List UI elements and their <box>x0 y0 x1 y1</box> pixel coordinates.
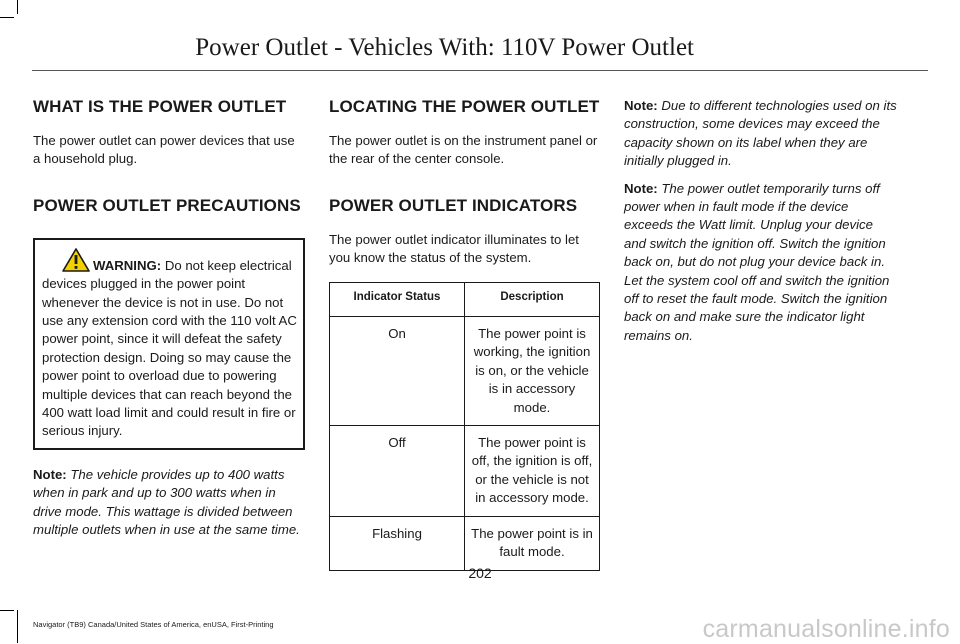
table-header-row <box>330 282 600 316</box>
note-text: The power outlet temporarily turns off power when in fault mode if the device exceeds the Watt limit. Unplug your device and switch the ignition off. Switch the ignition back on, but do not plug your device back in. Let the system cool off and switch the ignition off to reset the fault mode. Switch the ignition back on and make sure the indicator light remains on. <box>624 180 890 343</box>
warning-triangle-icon <box>62 248 90 272</box>
crop-mark-bottom-left-vertical <box>17 610 18 643</box>
indicator-status-table <box>329 282 600 571</box>
heading-what-is-power-outlet: WHAT IS THE POWER OUTLET <box>33 97 287 116</box>
table-cell-status: Off <box>330 426 465 517</box>
table-cell-status: Flashing <box>330 516 465 570</box>
paragraph-indicators: The power outlet indicator illuminates to let you know the status of the system. <box>329 231 579 266</box>
heading-indicators: POWER OUTLET INDICATORS <box>329 195 578 215</box>
crop-mark-bottom-left-horizontal <box>0 610 14 611</box>
table-cell-description: The power point is in fault mode. <box>465 516 600 570</box>
note-label: Note: <box>33 466 67 482</box>
heading-locating-power-outlet: LOCATING THE POWER OUTLET <box>329 97 600 116</box>
paragraph-what-is: The power outlet can power devices that use a household plug. <box>33 133 295 167</box>
page-header-title: Power Outlet - Vehicles With: 110V Power Outlet <box>195 34 694 61</box>
table-cell-status: On <box>330 317 465 426</box>
column-left <box>33 97 305 540</box>
table-row <box>330 317 600 426</box>
page-number: 202 <box>468 565 492 581</box>
table-row <box>330 516 600 570</box>
table-cell-description: The power point is off, the ignition is off, or the vehicle is not in accessory mode. <box>465 426 600 517</box>
note-text: Due to different technologies used on its construction, some devices may exceed the capacity shown on its label when they are initially plugged in. <box>624 98 897 169</box>
table-row <box>330 426 600 517</box>
warning-label: WARNING: <box>93 257 162 273</box>
crop-mark-top-left-vertical <box>17 0 18 14</box>
note-wattage <box>33 466 305 540</box>
table-header-status: Indicator Status <box>330 282 465 316</box>
table-cell-description: The power point is working, the ignition is on, or the vehicle is in accessory mode. <box>465 317 600 426</box>
table-header-description: Description <box>465 282 600 316</box>
note-fault-mode <box>624 180 898 346</box>
note-label: Note: <box>624 98 658 113</box>
warning-text: Do not keep electrical devices plugged in the power point whenever the device is not in use. Do not use any extension cord with the 110 volt AC power point, since it will defeat the safety protection design. Doing so may cause the power point to overload due to powering multiple devices that can reach beyond the 400 watt load limit and could result in fire or serious injury. <box>42 257 297 439</box>
note-text: The vehicle provides up to 400 watts when in park and up to 300 watts when in drive mode. This wattage is divided between multiple outlets when in use at the same time. <box>33 466 300 538</box>
heading-precautions: POWER OUTLET PRECAUTIONS <box>33 195 301 215</box>
header-divider <box>32 70 928 71</box>
note-capacity <box>624 97 898 171</box>
warning-box <box>33 238 305 450</box>
footer-doc-info: Navigator (TB9) Canada/United States of America, enUSA, First-Printing <box>33 620 274 629</box>
watermark: carmanualsonline.info <box>702 615 950 643</box>
column-right <box>624 97 898 345</box>
column-middle <box>329 97 600 571</box>
note-label: Note: <box>624 180 658 196</box>
paragraph-locating: The power outlet is on the instrument panel or the rear of the center console. <box>329 133 598 167</box>
crop-mark-top-left-horizontal <box>0 17 14 18</box>
